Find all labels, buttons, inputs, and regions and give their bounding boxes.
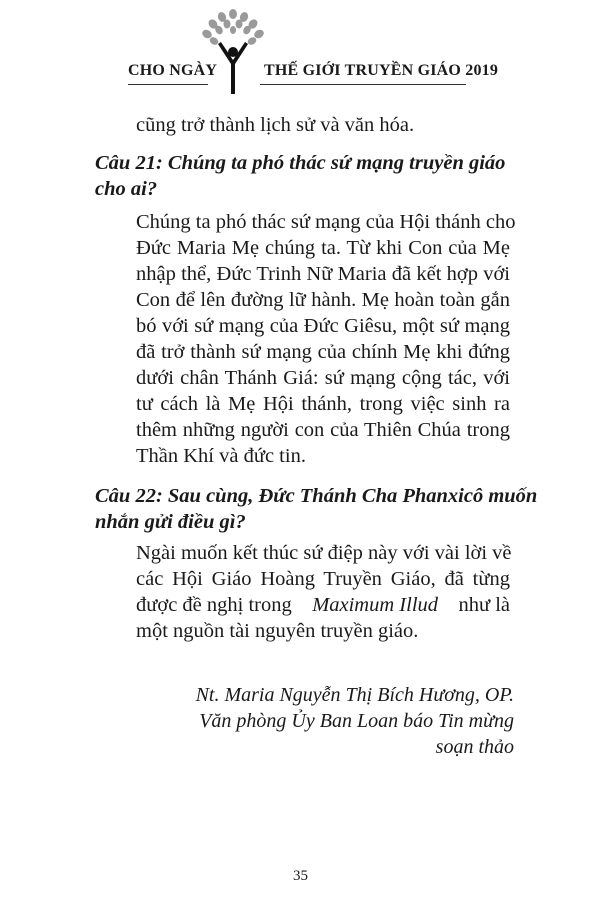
answer-21-line: thêm những người con của Thiên Chúa trong — [136, 419, 510, 441]
answer-22-line3-a: được đề nghị trong — [136, 594, 297, 616]
page-number: 35 — [293, 868, 308, 884]
answer-21-line: Đức Maria Mẹ chúng ta. Từ khi Con của Mẹ — [136, 237, 510, 259]
answer-21-line: bó với sứ mạng của Đức Giêsu, một sứ mạng — [136, 315, 510, 337]
answer-22-line: Ngài muốn kết thúc sứ điệp này với vài lời về — [136, 542, 512, 564]
signature-author: Nt. Maria Nguyễn Thị Bích Hương, OP. — [195, 684, 514, 706]
signature-office: Văn phòng Ủy Ban Loan báo Tin mừng — [199, 710, 514, 732]
question-22-title-cont: nhắn gửi điều gì? — [95, 511, 246, 533]
answer-21-line: tư cách là Mẹ Hội thánh, trong việc sinh ra — [136, 393, 510, 415]
answer-21-line: Con để lên đường lữ hành. Mẹ hoàn toàn gắn — [136, 289, 510, 311]
continuation-line: cũng trở thành lịch sử và văn hóa. — [136, 114, 415, 136]
book-title-maximum-illud: Maximum Illud — [312, 594, 439, 616]
header-rule-right — [260, 84, 466, 85]
answer-21-line: Chúng ta phó thác sứ mạng của Hội thánh cho — [136, 211, 516, 233]
answer-21-line: Thần Khí và đức tin. — [136, 445, 306, 467]
answer-22-line: các Hội Giáo Hoàng Truyền Giáo, đã từng — [136, 568, 510, 590]
answer-21-line: đã trở thành sứ mạng của chính Mẹ khi đứng — [136, 341, 510, 363]
page-header — [0, 0, 601, 100]
answer-22-line3-b: như là — [453, 594, 510, 616]
header-right-text: THẾ GIỚI TRUYỀN GIÁO 2019 — [264, 62, 499, 79]
question-21-title: Câu 21: Chúng ta phó thác sứ mạng truyền giáo — [95, 152, 506, 174]
answer-22-line-3 — [136, 593, 510, 617]
answer-22-line: một nguồn tài nguyên truyền giáo. — [136, 620, 419, 642]
question-22-title: Câu 22: Sau cùng, Đức Thánh Cha Phanxicô muốn — [95, 485, 538, 507]
answer-21-line: nhập thể, Đức Trinh Nữ Maria đã kết hợp với — [136, 263, 510, 285]
answer-21-line: dưới chân Thánh Giá: sứ mạng cộng tác, với — [136, 367, 510, 389]
question-21-title-cont: cho ai? — [95, 178, 158, 200]
header-rule-left — [128, 84, 208, 85]
header-left-text: CHO NGÀY — [128, 62, 218, 79]
signature-role: soạn thảo — [435, 736, 514, 758]
tree-person-icon — [198, 8, 268, 98]
